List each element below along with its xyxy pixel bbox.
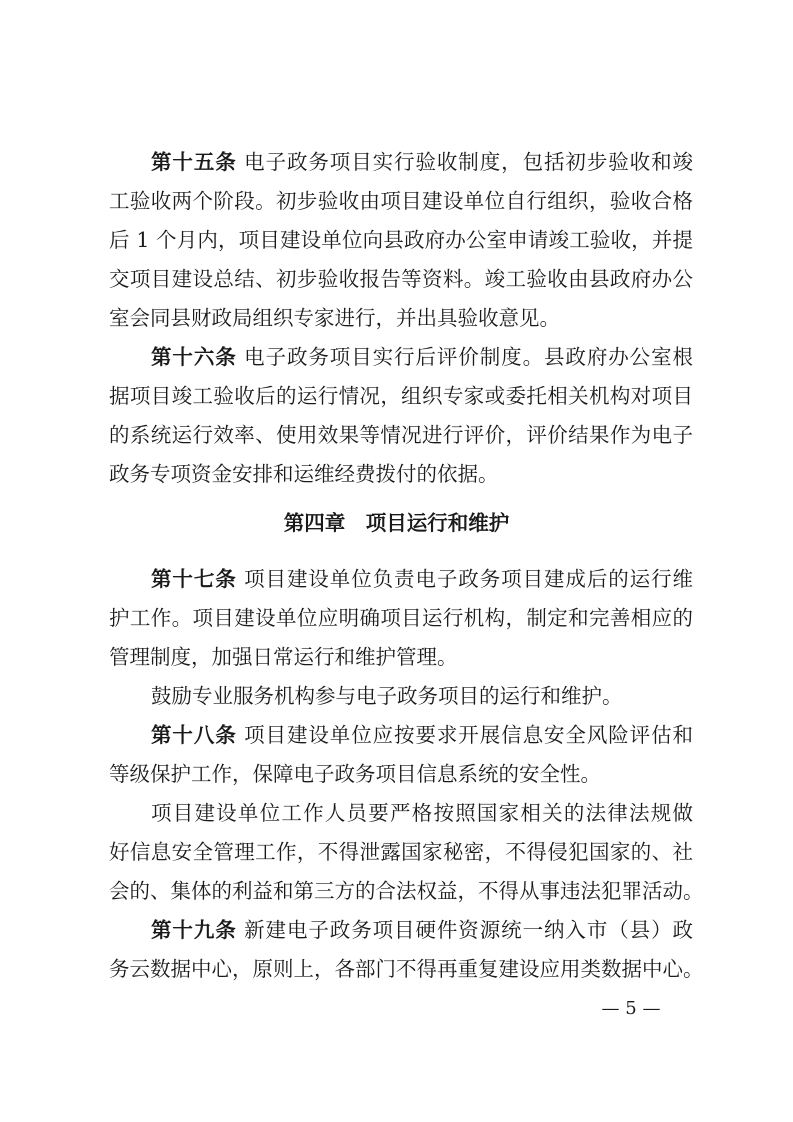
article-17-line-2: 护工作。项目建设单位应明确项目运行机构，制定和完善相应的: [109, 606, 693, 630]
article-18-text: 项目建设单位应按要求开展信息安全风险评估和: [244, 723, 693, 747]
page-number: — 5 —: [601, 998, 661, 1019]
paragraph-encourage: 鼓励专业服务机构参与电子政务项目的运行和维护。: [151, 684, 623, 708]
article-15-line-4: 交项目建设总结、初步验收报告等资料。竣工验收由县政府办公: [109, 267, 693, 291]
article-15-line-2: 工验收两个阶段。初步验收由项目建设单位自行组织，验收合格: [109, 189, 693, 213]
chapter-4-title: 第四章 项目运行和维护: [283, 511, 510, 535]
paragraph-staff-line-3: 会的、集体的利益和第三方的合法权益，不得从事违法犯罪活动。: [109, 879, 704, 903]
article-16-line-3: 的系统运行效率、使用效果等情况进行评价，评价结果作为电子: [109, 423, 693, 447]
article-19-line-2: 务云数据中心，原则上，各部门不得再重复建设应用类数据中心。: [109, 957, 704, 981]
article-17-line-1: [151, 566, 693, 592]
article-16-line-2: 据项目竣工验收后的运行情况，组织专家或委托相关机构对项目: [109, 384, 693, 408]
paragraph-staff-line-1: 项目建设单位工作人员要严格按照国家相关的法律法规做: [151, 801, 693, 825]
article-17-line-3: 管理制度，加强日常运行和维护管理。: [109, 645, 458, 669]
article-16-heading: 第十六条: [151, 345, 237, 369]
article-15-heading: 第十五条: [151, 150, 237, 174]
article-17-heading: 第十七条: [151, 567, 237, 591]
article-19-line-1: [151, 917, 693, 943]
article-16-line-4: 政务专项资金安排和运维经费拨付的依据。: [109, 462, 499, 486]
article-19-heading: 第十九条: [151, 918, 237, 942]
article-15-line-3: 后 1 个月内，项目建设单位向县政府办公室申请竣工验收，并提: [109, 228, 693, 252]
article-15-line-5: 室会同县财政局组织专家进行，并出具验收意见。: [109, 306, 560, 330]
article-18-heading: 第十八条: [151, 723, 237, 747]
article-18-line-2: 等级保护工作，保障电子政务项目信息系统的安全性。: [109, 762, 601, 786]
article-17-text: 项目建设单位负责电子政务项目建成后的运行维: [244, 567, 693, 591]
article-16-line-1: [151, 344, 693, 370]
article-15-line-1: [151, 149, 693, 175]
paragraph-staff-line-2: 好信息安全管理工作，不得泄露国家秘密，不得侵犯国家的、社: [109, 840, 693, 864]
article-15-text: 电子政务项目实行验收制度，包括初步验收和竣: [244, 150, 693, 174]
article-18-line-1: [151, 722, 693, 748]
article-16-text: 电子政务项目实行后评价制度。县政府办公室根: [244, 345, 693, 369]
article-19-text: 新建电子政务项目硬件资源统一纳入市（县）政: [244, 918, 693, 942]
